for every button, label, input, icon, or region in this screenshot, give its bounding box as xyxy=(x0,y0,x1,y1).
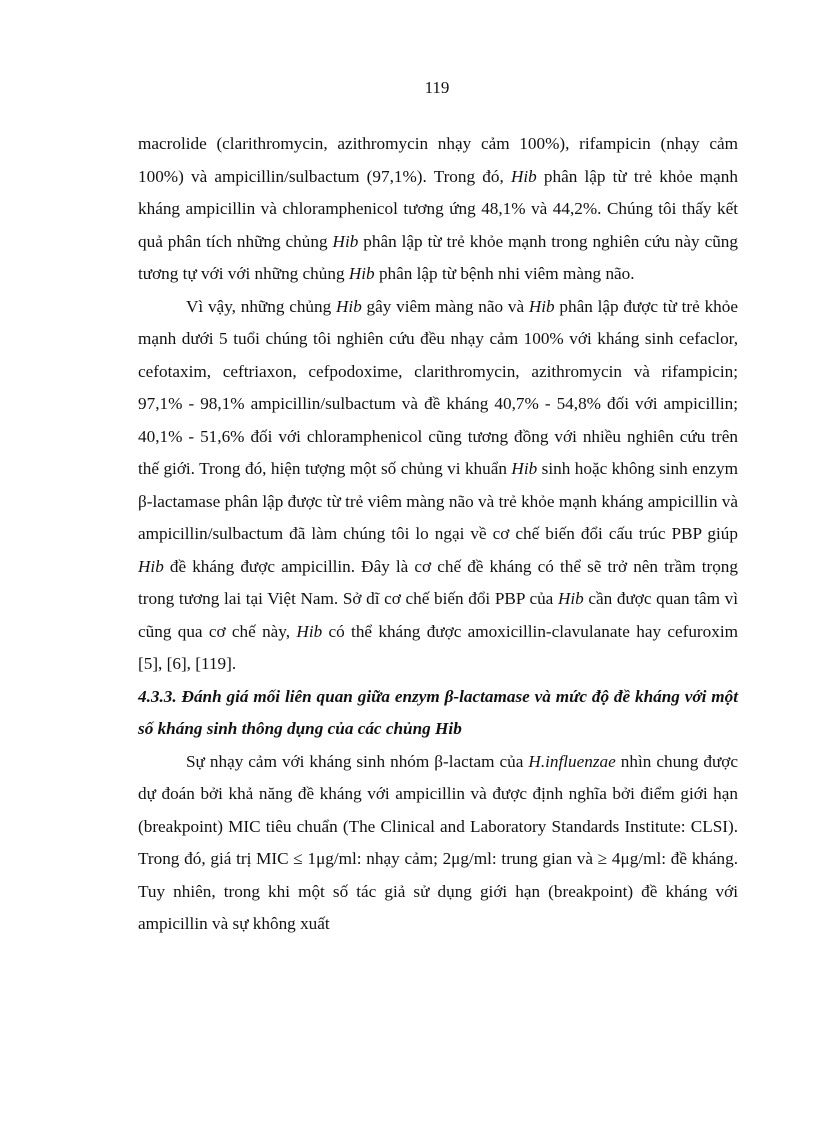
page-number: 119 xyxy=(424,78,450,97)
paragraph-summary xyxy=(138,291,738,681)
species-name: Hib xyxy=(511,459,538,478)
text-run: phân lập từ bệnh nhi viêm màng não. xyxy=(374,264,635,283)
species-name: Hib xyxy=(332,231,359,251)
text-run: macrolide (clarithromycin, azithromycin nhạy cảm 100%), rifampicin (nhạy cảm 100%) và ampicillin/sulbactum (97,1%). Trong đó, xyxy=(138,134,738,186)
species-name: Hib xyxy=(296,621,323,641)
text-run: đề kháng được ampicillin. Đây là cơ chế đề kháng có thể sẽ trở nên trầm trọng trong tương lai tại Việt Nam. Sở dĩ cơ chế biến đổi PBP của xyxy=(138,556,738,608)
species-name: Hib xyxy=(138,556,164,576)
text-run: phân lập từ trẻ khỏe mạnh trong nghiên cứu này cũng tương tự với với những chủng xyxy=(138,231,738,283)
species-name: Hib xyxy=(510,166,537,186)
text-run: có thể kháng được amoxicillin-clavulanate hay cefuroxim [5], [6], [119]. xyxy=(138,621,738,673)
species-name: Hib xyxy=(557,589,584,608)
document-body xyxy=(138,128,738,941)
text-run: Sự nhạy cảm với kháng sinh nhóm β-lactam của xyxy=(186,751,529,771)
text-run: cần được quan tâm vì cũng qua cơ chế này, xyxy=(138,589,738,641)
text-run: phân lập từ trẻ khỏe mạnh kháng ampicillin và chloramphenicol tương ứng 48,1% và 44,2%. Chúng tôi thấy kết quả phân tích những chủng xyxy=(138,166,738,251)
text-run: nhìn chung được dự đoán bởi khả năng đề kháng với ampicillin và được định nghĩa bởi điểm giới hạn (breakpoint) MIC tiêu chuẩn (The Clinical and Laboratory Standards Institute: CLSI). Trong đó, giá trị MIC ≤ 1μg/ml: nhạy cảm; 2μg/ml: trung gian và ≥ 4μg/ml: đề kháng. Tuy nhiên, trong khi một số tác giả sử dụng giới hạn (breakpoint) đề kháng với ampicillin và sự không xuất xyxy=(138,751,738,933)
species-name: Hib xyxy=(528,296,555,316)
paragraph-continuation xyxy=(138,128,738,291)
species-name: H.influenzae xyxy=(528,751,616,771)
section-heading: 4.3.3. Đánh giá mối liên quan giữa enzym β-lactamase và mức độ đề kháng với một số kháng sinh thông dụng của các chủng Hib xyxy=(138,686,738,738)
text-run: sinh hoặc không sinh enzym β-lactamase phân lập được từ trẻ viêm màng não và trẻ khỏe mạnh kháng ampicillin và ampicillin/sulbactum đã làm chúng tôi lo ngại về cơ chế biến đổi cấu trúc PBP giúp xyxy=(138,459,738,543)
text-run: phân lập được từ trẻ khỏe mạnh dưới 5 tuổi chúng tôi nghiên cứu đều nhạy cảm 100% với kháng sinh cefaclor, cefotaxim, ceftriaxon, cefpodoxime, clarithromycin, azithromycin và rifampicin; 97,1% - 98,1% ampicillin/sulbactum và đề kháng 40,7% - 54,8% đối với ampicillin; 40,1% - 51,6% đối với chloramphenicol cũng tương đồng với nhiều nghiên cứu trên thế giới. Trong đó, hiện tượng một số chủng vi khuẩn xyxy=(138,296,738,478)
text-run: Vì vậy, những chủng xyxy=(186,296,336,316)
text-run: gây viêm màng não và xyxy=(361,296,529,316)
paragraph-betalactam xyxy=(138,746,738,941)
species-name: Hib xyxy=(336,296,362,316)
species-name: Hib xyxy=(348,264,375,283)
